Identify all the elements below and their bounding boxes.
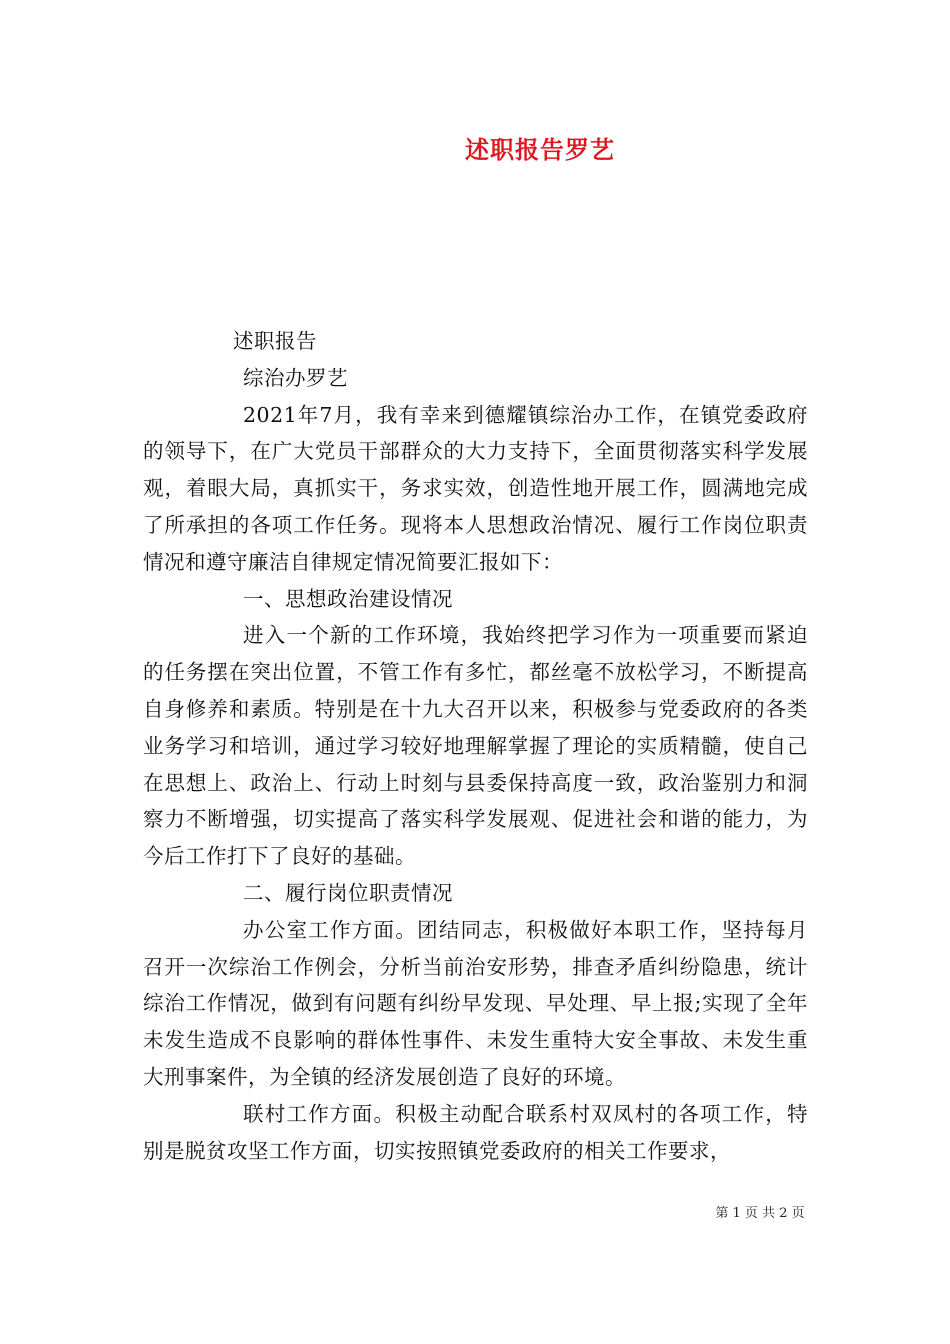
section-heading-1: 一、思想政治建设情况 — [243, 586, 453, 611]
paragraph-office-work: 办公室工作方面。团结同志，积极做好本职工作，坚持每月召开一次综治工作例会，分析当前治安形势，排查矛盾纠纷隐患，统计综治工作情况，做到有问题有纠纷早发现、早处理、早上报;实现了全年未发生造成不良影响的群体性事件、未发生重特大安全事故、未发生重大刑事案件，为全镇的经济发展创造了良好的环境。 — [143, 917, 808, 1089]
paragraph-section-1: 进入一个新的工作环境，我始终把学习作为一项重要而紧迫的任务摆在突出位置，不管工作有多忙，都丝毫不放松学习，不断提高自身修养和素质。特别是在十九大召开以来，积极参与党委政府的各类业务学习和培训，通过学习较好地理解掌握了理论的实质精髓，使自己在思想上、政治上、行动上时刻与县委保持高度一致，政治鉴别力和洞察力不断增强，切实提高了落实科学发展观、促进社会和谐的能力，为今后工作打下了良好的基础。 — [143, 623, 808, 869]
document-title: 述职报告罗艺 — [465, 135, 615, 164]
report-author: 综治办罗艺 — [243, 365, 348, 390]
document-body — [143, 323, 808, 1169]
report-heading: 述职报告 — [233, 329, 317, 353]
section-heading-2: 二、履行岗位职责情况 — [243, 880, 453, 905]
paragraph-intro: 2021年7月，我有幸来到德耀镇综治办工作，在镇党委政府的领导下，在广大党员干部群众的大力支持下，全面贯彻落实科学发展观，着眼大局，真抓实干，务求实效，创造性地开展工作，圆满地完成了所承担的各项工作任务。现将本人思想政治情况、履行工作岗位职责情况和遵守廉洁自律规定情况简要汇报如下： — [143, 402, 808, 574]
paragraph-village-work: 联村工作方面。积极主动配合联系村双凤村的各项工作，特别是脱贫攻坚工作方面，切实按照镇党委政府的相关工作要求， — [143, 1101, 808, 1163]
page-footer: 第 1 页 共 2 页 — [715, 1206, 805, 1221]
